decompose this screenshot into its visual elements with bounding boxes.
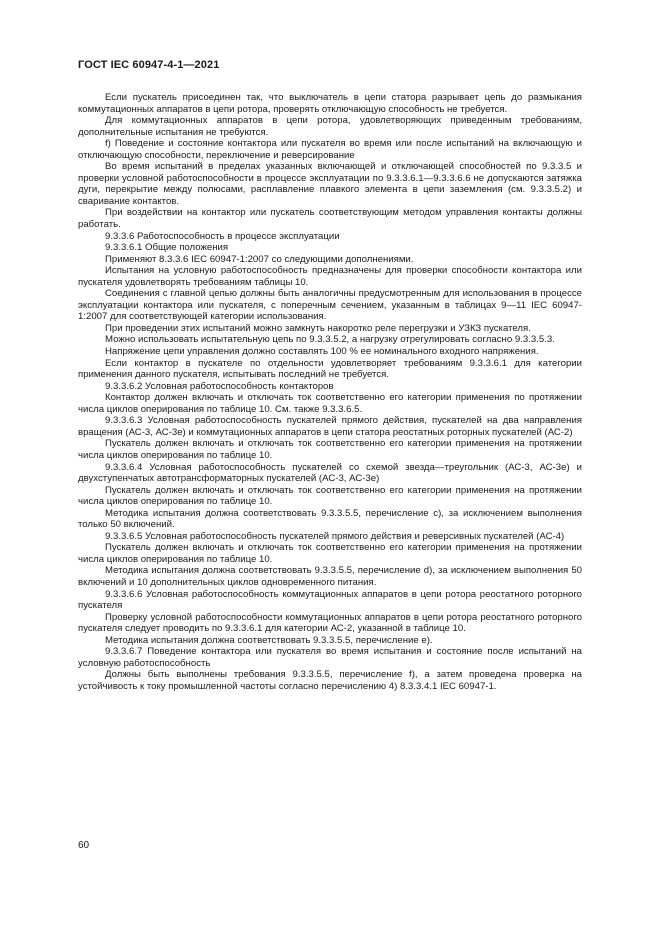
paragraph: Методика испытания должна соответствовать 9.3.3.5.5, перечисление е). [105, 634, 433, 646]
paragraph: Если контактор в пускателе по отдельности удовлетворяет требованиям 9.3.3.6.1 для категории применения данного пускателя, испытывать последний не требуется. [78, 357, 582, 381]
section-heading: 9.3.3.6.4 Условная работоспособность пускателей со схемой звезда—треугольник (АС-3, АС-3е) и двухступенчатых автотрансформаторных пускателей (АС-3, АС-3е) [78, 461, 582, 485]
section-heading: 9.3.3.6.1 Общие положения [105, 242, 229, 254]
paragraph: f) Поведение и состояние контактора или пускателя во время или после испытаний на включающую и отключающую способности, переключение и реверсирование [78, 138, 582, 161]
paragraph: Пускатель должен включать и отключать ток соответственно его категории применения на протяжении числа циклов оперирования по таблице 10. [78, 484, 582, 508]
paragraph: Методика испытания должна соответствовать 9.3.3.5.5, перечисление d), за исключением выполнения 50 включений и 10 дополнительных циклов одновременного питания. [78, 565, 582, 588]
paragraph: Испытания на условную работоспособность предназначены для проверки способности контактора или пускателя удовлетворять требованиям таблицы 10. [78, 265, 582, 288]
document-header: ГОСТ IEC 60947-4-1—2021 [78, 59, 220, 71]
paragraph: Должны быть выполнены требования 9.3.3.5.5, перечисление f), а затем проведена проверка на устойчивость к току промышленной частоты согласно перечислению 4) 8.3.3.4.1 IEC 60947-1. [78, 669, 582, 692]
paragraph: Пускатель должен включать и отключать ток соответственно его категории применения на протяжении числа циклов оперирования по таблице 10. [78, 542, 582, 565]
section-heading: 9.3.3.6.3 Условная работоспособность пускателей прямого действия, пускателей на два направления вращения (АС-3, АС-3е) и коммутационных аппаратов в цепи статора реостатных роторных пускателей (АС-2) [78, 415, 582, 438]
paragraph: Пускатель должен включать и отключать ток соответственно его категории применения на протяжении числа циклов оперирования по таблице 10. [78, 438, 582, 461]
section-heading: 9.3.3.6.6 Условная работоспособность коммутационных аппаратов в цепи ротора реостатного роторного пускателя [78, 588, 582, 612]
page-number: 60 [78, 840, 90, 851]
paragraph: Методика испытания должна соответствовать 9.3.3.5.5, перечисление с), за исключением выполнения только 50 включений. [78, 507, 582, 531]
paragraph: Соединения с главной цепью должны быть аналогичны предусмотренным для использования в процессе эксплуатации контактора или пускателя, с поперечным сечением, указанным в таблицах 9—11 IEC 60947-1:2007 для соответствующей категории использования. [78, 288, 582, 323]
section-heading: 9.3.3.6.2 Условная работоспособность контакторов [105, 380, 334, 392]
paragraph: Во время испытаний в пределах указанных включающей и отключающей способностей по 9.3.3.5 и проверки условной работоспособности в процессе эксплуатации по 9.3.3.6.1—9.3.3.6.6 не допускаются затяжка дуги, перекрытие между полюсами, расплавление плавкого элемента в цепи заземления (см. 9.3.3.5.2) и сваривание контактов. [78, 161, 582, 207]
section-heading: 9.3.3.6.7 Поведение контактора или пускателя во время испытания и состояние после испытаний на условную работоспособность [78, 646, 582, 669]
paragraph: Проверку условной работоспособности коммутационных аппаратов в цепи ротора реостатного роторного пускателя следует проводить по 9.3.3.6.1 для категории АС-2, указанной в таблице 10. [78, 611, 582, 635]
paragraph: Напряжение цепи управления должно составлять 100 % ее номинального входного напряжения. [105, 346, 539, 358]
paragraph: Можно использовать испытательную цепь по 9.3.3.5.2, а нагрузку отрегулировать согласно 9.3.3.5.3. [105, 334, 555, 346]
paragraph: Для коммутационных аппаратов в цепи ротора, удовлетворяющих приведенным требованиям, дополнительные испытания не требуются. [78, 115, 582, 138]
paragraph: При проведении этих испытаний можно замкнуть накоротко реле перегрузки и УЗКЗ пускателя. [105, 322, 531, 334]
section-heading: 9.3.3.6.5 Условная работоспособность пускателей прямого действия и реверсивных пускателей (АС-4) [105, 530, 565, 542]
paragraph: Применяют 8.3.3.6 IEC 60947-1:2007 со следующими дополнениями. [105, 253, 414, 265]
paragraph: При воздействии на контактор или пускатель соответствующим методом управления контакты должны работать. [78, 207, 582, 231]
paragraph: Если пускатель присоединен так, что выключатель в цепи статора разрывает цепь до размыкания коммутационных аппаратов в цепи ротора, проверять отключающую способность не требуется. [78, 92, 582, 115]
section-heading: 9.3.3.6 Работоспособность в процессе эксплуатации [105, 230, 340, 242]
document-body [78, 92, 582, 692]
paragraph: Контактор должен включать и отключать ток соответственно его категории применения по протяжении числа циклов оперирования по таблице 10. См. также 9.3.3.6.5. [78, 392, 582, 415]
